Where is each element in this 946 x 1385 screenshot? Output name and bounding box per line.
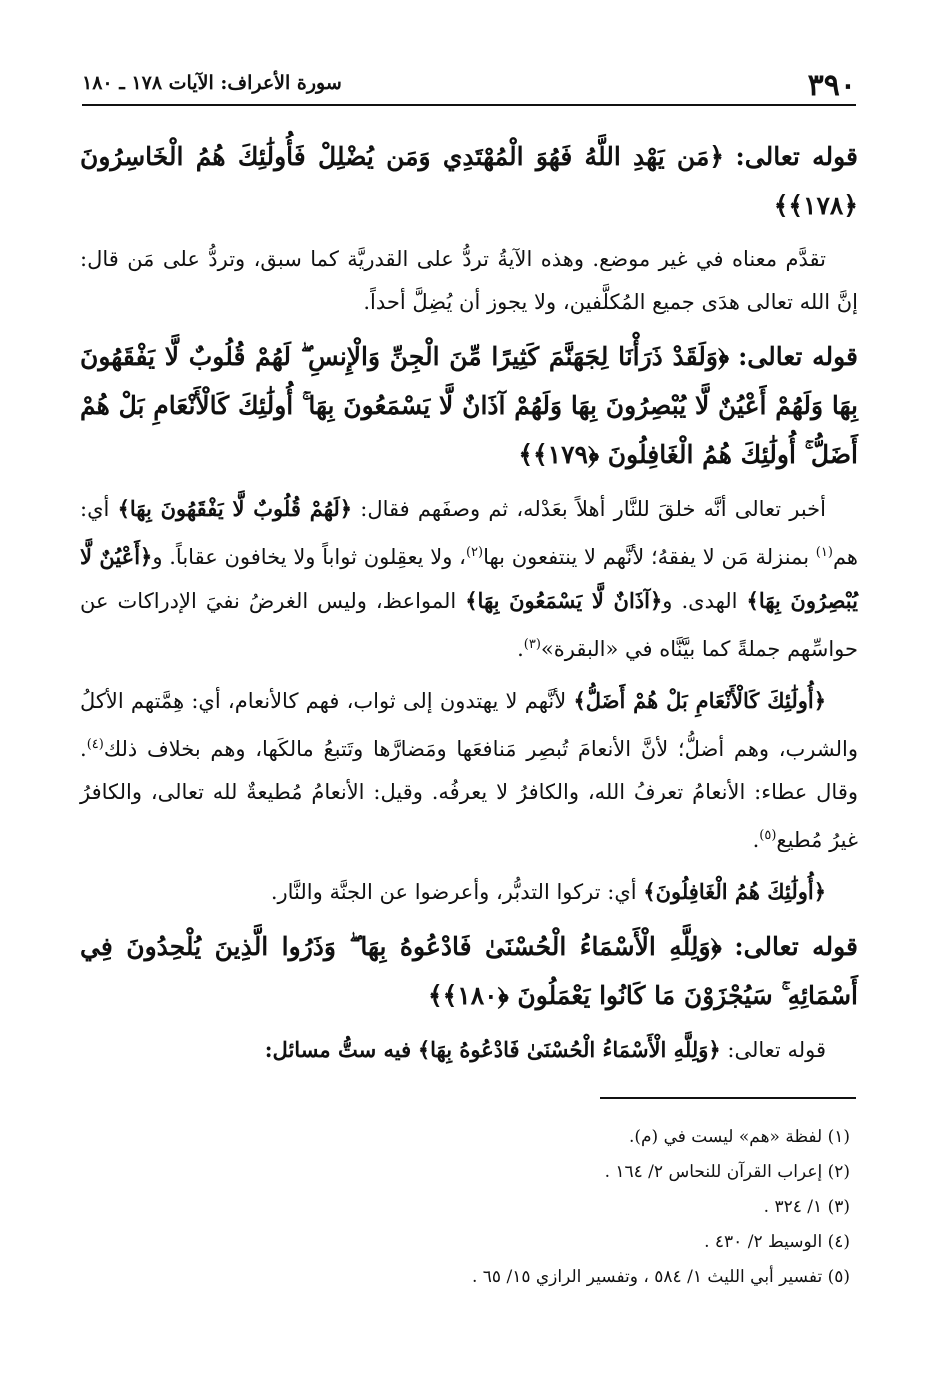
text-run: قوله تعالى: (727, 1038, 826, 1062)
quran-quote: ﴿وَلِلَّهِ الْأَسْمَاءُ الْحُسْنَىٰ فَادْعُوهُ بِهَا﴾ (417, 1037, 721, 1062)
quran-quote: ﴿أَعْيُنٌ لَّا يُبْصِرُونَ بِهَا﴾ (80, 544, 858, 613)
footnote: (٣) ١/ ٣٢٤ . (763, 1197, 850, 1217)
text-run: لأنَّهم لا يهتدون إلى ثواب، فهم كالأنعام، أي: هِمَّتهم الأكلُ والشرب، وهم أضلُّ؛ لأنَّ الأنعامَ تُبصِر مَنافعَها ومَضارَّها وتَتبعُ مالكَها، وهم بخلاف ذلك (80, 689, 858, 761)
verse-heading-180 (80, 922, 858, 1020)
commentary-paragraph: تقدَّم معناه في غير موضع. وهذه الآيةُ تردُّ على القدريَّة كما سبق، وتردُّ على مَن قال: إنَّ الله تعالى هدَى جميع المُكلَّفين، ولا يجوز أن يُضِلَّ أحداً. (80, 247, 858, 314)
footnote-divider (600, 1097, 856, 1099)
text-run: المواعظ، وليس الغرضُ نفيَ الإدراكات عن حواسِّهم جملةً كما بيَّنَّاه في «البقرة» (80, 589, 858, 661)
text-run: . (517, 637, 524, 661)
commentary-paragraph (80, 679, 858, 862)
footnote: (٢) إعراب القرآن للنحاس ٢/ ١٦٤ . (604, 1162, 850, 1182)
footnote: (٥) تفسير أبي الليث ١/ ٥٨٤ ، وتفسير الرازي ١٥/ ٦٥ . (471, 1267, 850, 1287)
verse-lead: قوله تعالى: (738, 342, 858, 371)
text-run: الهدى. و (662, 589, 738, 613)
quran-verse-178: ﴿مَن يَهْدِ اللَّهُ فَهُوَ الْمُهْتَدِي وَمَن يُضْلِلْ فَأُولَٰئِكَ هُمُ الْخَاسِرُونَ ﴿١٧٨﴾﴾ (80, 142, 858, 220)
verse-heading-179 (80, 332, 858, 479)
text-run: ، ولا يعقِلون ثواباً ولا يخافون عقاباً. و (152, 545, 466, 569)
text-run: أي: هم (80, 497, 858, 569)
commentary-paragraph (80, 870, 858, 914)
text-run: أي: تركوا التدبُّر، وأعرضوا عن الجنَّة والنَّار. (270, 880, 637, 904)
footnote: (١) لفظة «هم» ليست في (م). (628, 1127, 850, 1147)
quran-quote: ﴿أُولَٰئِكَ كَالْأَنْعَامِ بَلْ هُمْ أَضَلُّ﴾ (573, 688, 827, 713)
quran-quote: ﴿آذَانٌ لَّا يَسْمَعُونَ بِهَا﴾ (465, 588, 663, 613)
verse-heading-178 (80, 132, 858, 230)
verse-lead: قوله تعالى: (735, 142, 858, 171)
quran-quote: ﴿أُولَٰئِكَ هُمُ الْغَافِلُونَ﴾ (643, 879, 826, 904)
page-header (82, 62, 856, 106)
footnotes (80, 1120, 850, 1295)
text-run: . وقال عطاء: الأنعامُ تعرفُ الله، والكافرُ لا يعرفُه. وقيل: الأنعامُ مُطيعةٌ لله تعالى، والكافرُ غيرُ مُطيع (80, 737, 858, 852)
text-run: أخبر تعالى أنَّه خلقَ للنَّار أهلاً بعَدْله، ثم وصفَهم فقال: (360, 497, 826, 521)
text-run: . (752, 828, 760, 852)
commentary-paragraph (80, 487, 858, 671)
footnote-ref[interactable]: (٥) (759, 828, 777, 843)
footnote-ref[interactable]: (٤) (86, 737, 104, 752)
text-run: بمنزلة مَن لا يفقهُ؛ لأنَّهم لا ينتفعون بها (483, 545, 810, 569)
main-text (80, 132, 858, 1080)
quran-verse-180: ﴿وَلِلَّهِ الْأَسْمَاءُ الْحُسْنَىٰ فَادْعُوهُ بِهَا ۖ وَذَرُوا الَّذِينَ يُلْحِدُونَ فِي أَسْمَائِهِ ۚ سَيُجْزَوْنَ مَا كَانُوا يَعْمَلُونَ ﴿١٨٠﴾﴾ (80, 932, 858, 1010)
footnote: (٤) الوسيط ٢/ ٤٣٠ . (704, 1232, 850, 1252)
verse-lead: قوله تعالى: (734, 932, 858, 961)
footnote-ref[interactable]: (١) (815, 545, 833, 560)
page-number: ٣٩٠ (807, 68, 856, 103)
commentary-paragraph (80, 1028, 858, 1072)
footnote-ref[interactable]: (٣) (523, 637, 541, 652)
text-run: فيه ستُّ مسائل: (264, 1037, 412, 1062)
quran-verse-179: ﴿وَلَقَدْ ذَرَأْنَا لِجَهَنَّمَ كَثِيرًا مِّنَ الْجِنِّ وَالْإِنسِ ۖ لَهُمْ قُلُوبٌ لَّا يَفْقَهُونَ بِهَا وَلَهُمْ أَعْيُنٌ لَّا يُبْصِرُونَ بِهَا وَلَهُمْ آذَانٌ لَّا يَسْمَعُونَ بِهَا ۚ أُولَٰئِكَ كَالْأَنْعَامِ بَلْ هُمْ أَضَلُّ ۚ أُولَٰئِكَ هُمُ الْغَافِلُونَ ﴿١٧٩﴾﴾ (80, 342, 858, 469)
quran-quote: ﴿لَهُمْ قُلُوبٌ لَّا يَفْقَهُونَ بِهَا﴾ (117, 496, 353, 521)
footnote-ref[interactable]: (٢) (465, 545, 484, 560)
running-title: سورة الأعراف: الآيات ١٧٨ ـ ١٨٠ (82, 72, 342, 94)
